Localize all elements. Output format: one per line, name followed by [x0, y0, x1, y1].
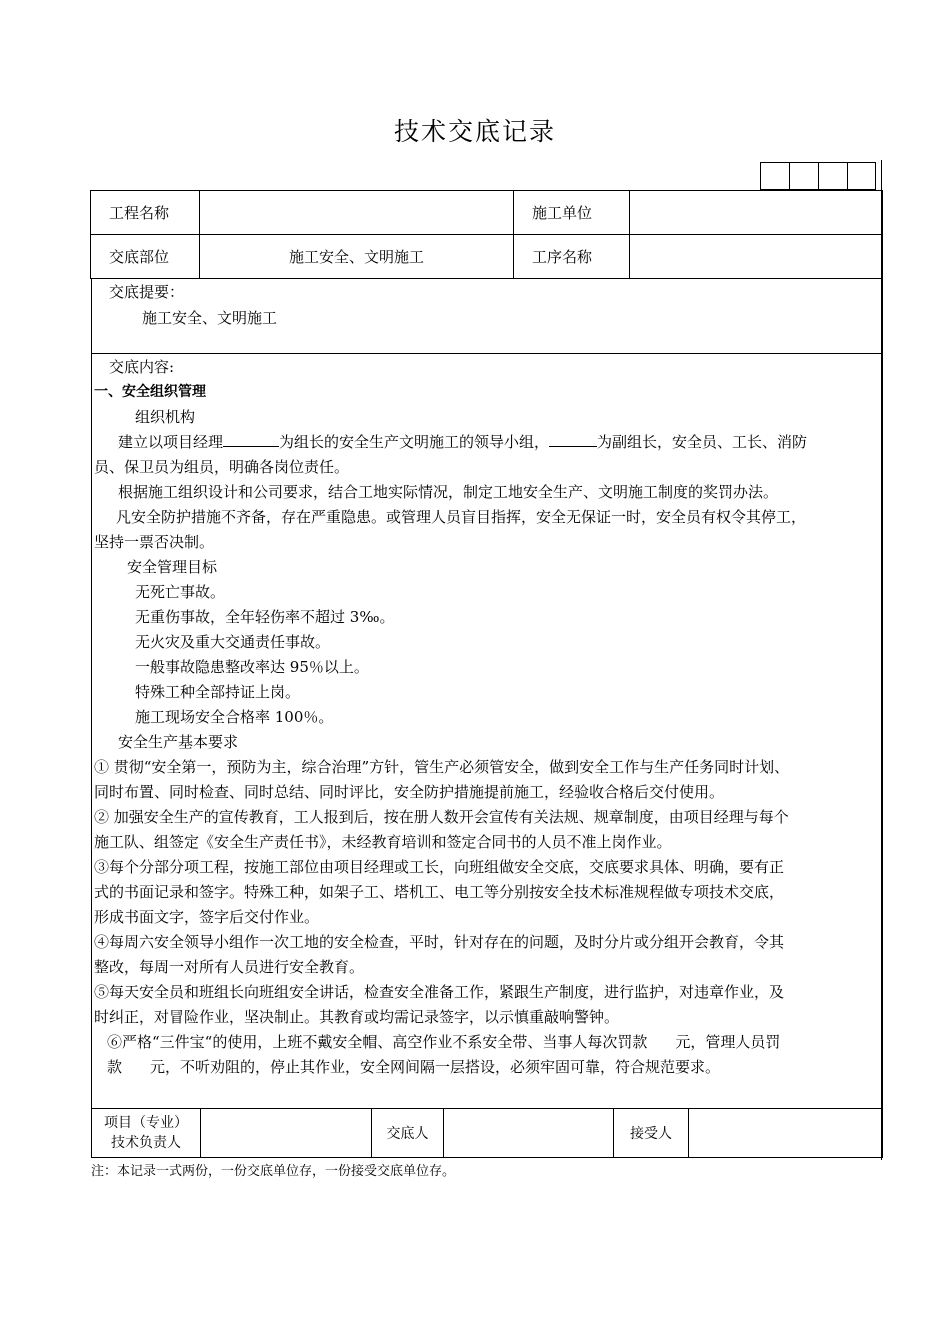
record-number-box[interactable]	[818, 162, 847, 190]
paragraph-text: 为副组长，安全员、工长、消防	[597, 433, 808, 451]
requirement-line: 施工队、组签定《安全生产责任书》，未经教育培训和签定合同书的人员不准上岗作业。	[94, 833, 672, 851]
requirement-line: ④每周六安全领导小组作一次工地的安全检查，平时，针对存在的问题，及时分片或分组开会教育，令其	[94, 933, 785, 951]
tech-lead-label-line: 技术负责人	[111, 1135, 181, 1151]
requirement-line	[107, 1030, 780, 1055]
receiver-signature-field[interactable]	[689, 1109, 883, 1158]
requirement-line: ⑤每天安全员和班组长向班组安全讲话，检查安全准备工作，紧跟生产制度，进行监护，对违章作业，及	[94, 983, 785, 1001]
paragraph-line: 坚持一票否决制。	[94, 533, 215, 551]
requirement-text: 款	[107, 1058, 123, 1076]
summary-label: 交底提要：	[109, 283, 185, 301]
requirement-text: ⑥严格“三件宝“的使用，上班不戴安全帽、高空作业不系安全带、当事人每次罚款	[107, 1033, 648, 1051]
requirement-line: ③每个分部分项工程，按施工部位由项目经理或工长，向班组做安全交底，交底要求具体、明确，要有正	[94, 858, 785, 876]
requirement-line	[107, 1055, 720, 1080]
footnote: 注：本记录一式两份，一份交底单位存，一份接受交底单位存。	[91, 1164, 456, 1179]
section-divider	[92, 353, 882, 354]
tech-lead-label-line: 项目（专业）	[104, 1115, 188, 1131]
content-area	[91, 279, 883, 1108]
project-name-label: 工程名称	[91, 191, 200, 235]
requirement-line: 形成书面文字，签字后交付作业。	[94, 908, 320, 926]
record-number-box[interactable]	[847, 162, 876, 190]
record-number-boxes	[760, 162, 876, 190]
paragraph-text: 建立以项目经理	[118, 433, 224, 451]
fill-in-blank[interactable]	[549, 432, 597, 447]
requirement-line: ② 加强安全生产的宣传教育，工人报到后，按在册人数开会宣传有关法规、规章制度，由项目经理与每个	[94, 808, 789, 826]
paragraph-line: 员、保卫员为组员，明确各岗位责任。	[94, 458, 350, 476]
requirement-text: 元，管理人员罚	[675, 1033, 781, 1051]
record-number-box[interactable]	[760, 162, 789, 190]
paragraph-text: 为组长的安全生产文明施工的领导小组，	[279, 433, 550, 451]
project-name-field[interactable]	[200, 191, 514, 235]
section-heading: 一、安全组织管理	[94, 384, 206, 400]
requirement-line: 时纠正，对冒险作业，坚决制止。其教育或均需记录签字，以示慎重敲响警钟。	[94, 1008, 620, 1026]
requirement-line: ① 贯彻“安全第一，预防为主，综合治理”方针，管生产必须管安全，做到安全工作与生产任务同时计划、	[94, 758, 790, 776]
goal-item: 无死亡事故。	[135, 583, 226, 601]
goal-item: 一般事故隐患整改率达 95％以上。	[135, 658, 369, 676]
summary-text: 施工安全、文明施工	[142, 309, 278, 327]
fill-in-blank[interactable]	[223, 432, 279, 447]
process-name-field[interactable]	[630, 235, 883, 279]
subheading-goals: 安全管理目标	[127, 558, 218, 576]
process-name-label: 工序名称	[514, 235, 630, 279]
signature-table	[91, 1108, 883, 1158]
construction-unit-field[interactable]	[630, 191, 883, 235]
subheading-requirements: 安全生产基本要求	[118, 733, 239, 751]
requirement-text: 元，不听劝阻的，停止其作业，安全网间隔一层搭设，必须牢固可靠，符合规范要求。	[150, 1058, 721, 1076]
record-number-box[interactable]	[789, 162, 818, 190]
disclosure-part-field[interactable]: 施工安全、文明施工	[200, 235, 514, 279]
paragraph-line: 凡安全防护措施不齐备，存在严重隐患。或管理人员盲目指挥，安全无保证一时，安全员有权令其停工，	[116, 508, 807, 526]
requirement-line: 同时布置、同时检查、同时总结、同时评比，安全防护措施提前施工，经验收合格后交付使用。	[94, 783, 725, 801]
discloser-label: 交底人	[372, 1109, 444, 1158]
paragraph-line	[118, 430, 807, 455]
goal-item: 施工现场安全合格率 100％。	[135, 708, 334, 726]
subheading-org: 组织机构	[135, 408, 196, 426]
goal-item: 特殊工种全部持证上岗。	[135, 683, 301, 701]
header-table	[90, 190, 883, 279]
goal-item: 无火灾及重大交通责任事故。	[135, 633, 331, 651]
goal-item: 无重伤事故，全年轻伤率不超过 3‰。	[135, 608, 395, 626]
content-label: 交底内容:	[109, 358, 175, 376]
requirement-line: 整改，每周一对所有人员进行安全教育。	[94, 958, 365, 976]
discloser-signature-field[interactable]	[444, 1109, 614, 1158]
construction-unit-label: 施工单位	[514, 191, 630, 235]
page-title: 技术交底记录	[393, 117, 556, 146]
tech-lead-label	[92, 1109, 201, 1158]
disclosure-part-label: 交底部位	[91, 235, 200, 279]
receiver-label: 接受人	[614, 1109, 689, 1158]
paragraph-line: 根据施工组织设计和公司要求，结合工地实际情况，制定工地安全生产、文明施工制度的奖罚办法。	[118, 483, 779, 501]
requirement-line: 式的书面记录和签字。特殊工种，如架子工、塔机工、电工等分别按安全技术标准规程做专项技术交底，	[94, 883, 785, 901]
tech-lead-signature-field[interactable]	[201, 1109, 372, 1158]
